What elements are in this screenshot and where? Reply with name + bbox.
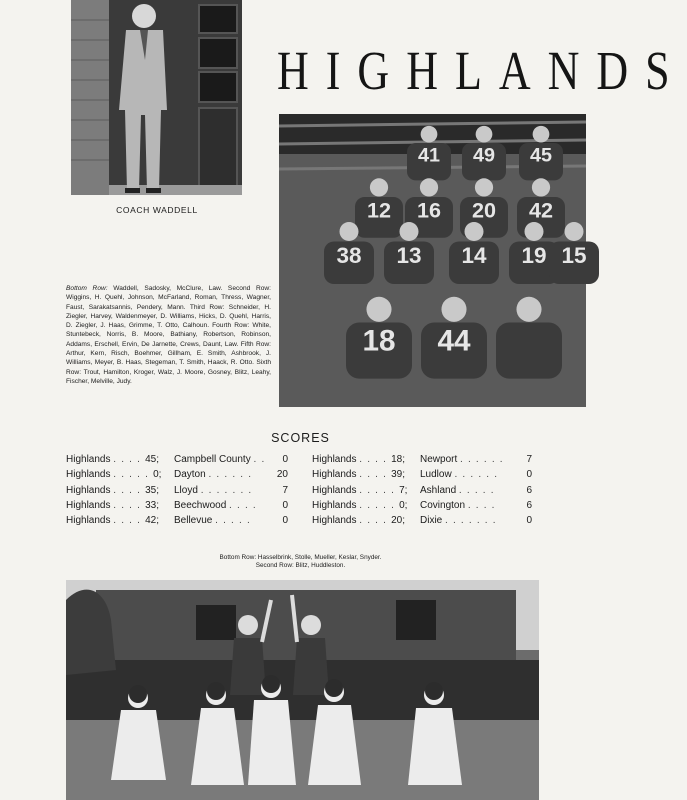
score-opponent-points: 7 [526,454,532,465]
score-opponent: Lloyd . . . . . . . [174,484,253,496]
score-opponent-points: 20 [276,469,288,481]
player-head [565,222,584,241]
team-roster-caption [66,284,271,386]
player-head [400,222,419,241]
jersey-number: 41 [417,144,441,167]
player-jersey [496,323,562,379]
roster-text: Waddell, Sadosky, McClure, Law. Second Row: Wiggins, H. Quehl, Johnson, McFarland, Roman, Thress, Wagner, Faust, Sarakatsannis, Pendery, Mann. Third Row: Schneider, H. Ziegler, Harvey, Waldenmeyer, D. Williams, Hicks, D. Quehl, Harris, D. Ziegler, J. Haas, Grimme, T. Otto, Calhoun. Fourth Row: White, Stuntebeck, Norris, B. Moore, Bathiany, Robertson, Robinson, Addams, Erschell, Ervin, De Jarnette, Crews, Daunt, Law. Fifth Row: Arthur, Kern, Risch, Boehmer, Gillham, E. Smith, Ashbrook, J. Williams, Meyer, B. Haas, Stegeman, T. Smith, Haack, R. Otto. Sixth Row: Trout, Hamilton, Kroger, Walz, J. Moore, Gosney, Blitz, Leahy, Fischer, Melville, Judy. [66,285,271,385]
jersey-number: 12 [366,197,392,223]
score-opponent-points: 0 [526,515,532,527]
jersey-number: 44 [437,324,471,358]
score-opponent: Bellevue . . . . . [174,515,251,527]
player-head [366,297,391,322]
player-head [421,126,438,143]
score-opponent-points: 6 [526,484,532,496]
jersey-number: 19 [521,242,547,268]
player-head [476,126,493,143]
score-highlands: Highlands . . . . . 0; [312,499,408,511]
score-highlands: Highlands . . . . 18; [312,454,405,465]
scores-heading: SCORES [271,431,330,445]
score-opponent: Ludlow . . . . . . [420,469,499,481]
score-opponent-points: 0 [282,515,288,527]
player-head [420,178,438,196]
coach-caption: COACH WADDELL [116,205,198,215]
jersey-number: 42 [528,197,554,223]
score-highlands: Highlands . . . . 45; [66,454,159,465]
player-head [465,222,484,241]
roster-lead: Bottom Row: [66,285,108,292]
player-head [516,297,541,322]
score-highlands: Highlands . . . . 42; [66,515,159,527]
score-opponent: Dayton . . . . . . [174,469,253,481]
coach-photo [71,0,242,195]
score-highlands: Highlands . . . . 39; [312,469,405,481]
score-opponent: Beechwood . . . . [174,499,257,511]
cheerleader-photo [66,580,539,800]
score-opponent: Newport . . . . . . [420,454,504,465]
score-highlands: Highlands . . . . . 7; [312,484,408,496]
player-head [370,178,388,196]
score-highlands: Highlands . . . . . 0; [66,469,162,481]
score-opponent-points: 0 [282,499,288,511]
score-opponent: Dixie . . . . . . . [420,515,497,527]
score-highlands: Highlands . . . . 35; [66,484,159,496]
jersey-number: 49 [472,144,496,167]
jersey-number: 20 [471,197,497,223]
jersey-number: 45 [529,144,553,167]
score-highlands: Highlands . . . . 20; [312,515,405,527]
score-opponent: Campbell County . . [174,454,266,465]
player-head [441,297,466,322]
score-opponent: Covington . . . . [420,499,496,511]
cheerleader-caption [0,554,601,570]
football-team-photo [279,114,586,407]
jersey-number: 38 [336,242,362,268]
jersey-number: 15 [561,242,587,268]
jersey-number: 18 [362,324,396,358]
player-head [340,222,359,241]
jersey-number: 14 [461,242,487,268]
player-head [532,178,550,196]
player-head [475,178,493,196]
player-head [525,222,544,241]
score-opponent-points: 0 [526,469,532,481]
score-opponent-points: 6 [526,499,532,511]
score-highlands: Highlands . . . . 33; [66,499,159,511]
page-title: HIGHLANDS [277,40,687,102]
score-opponent: Ashland . . . . . [420,484,495,496]
cheer-caption-line-1: Bottom Row: Hasselbrink, Stolle, Mueller, Keslar, Snyder. [219,554,382,561]
jersey-number: 16 [416,197,442,223]
jersey-number: 13 [396,242,422,268]
score-opponent-points: 0 [282,454,288,465]
score-opponent-points: 7 [282,484,288,496]
player-head [533,126,550,143]
cheer-caption-line-2: Second Row: Blitz, Huddleston. [255,562,346,569]
